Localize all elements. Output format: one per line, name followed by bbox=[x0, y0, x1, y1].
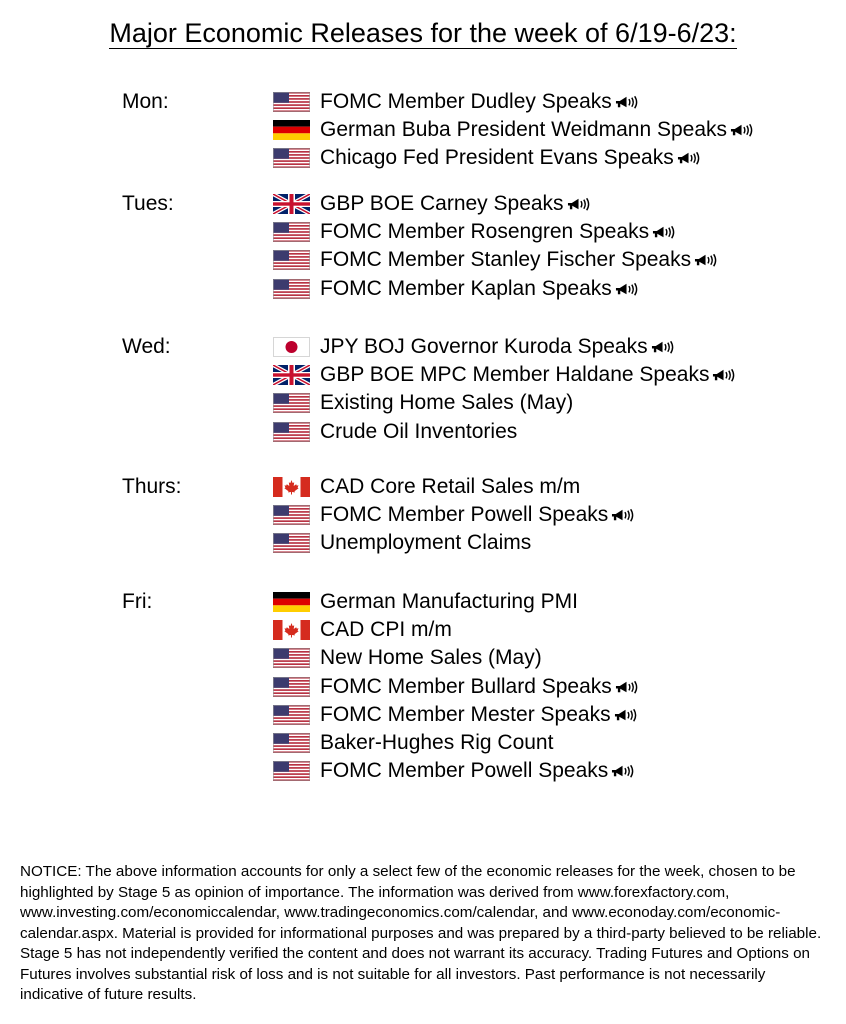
speaker-icon bbox=[567, 196, 591, 212]
event-row bbox=[273, 729, 553, 757]
event-row bbox=[273, 757, 635, 785]
event-row bbox=[273, 701, 638, 729]
event-title: CAD Core Retail Sales m/m bbox=[320, 475, 581, 498]
event-title: Baker-Hughes Rig Count bbox=[320, 731, 554, 754]
us-flag-icon bbox=[273, 222, 310, 242]
event-row bbox=[273, 88, 639, 116]
event-title: Existing Home Sales (May) bbox=[320, 391, 574, 415]
day-label: Thurs: bbox=[122, 475, 182, 498]
us-flag-icon bbox=[273, 92, 310, 112]
speaker-icon bbox=[652, 224, 676, 240]
event-row bbox=[273, 529, 531, 557]
us-flag-icon bbox=[273, 505, 310, 525]
us-flag-icon bbox=[273, 677, 310, 697]
event-title: JPY BOJ Governor Kuroda Speaks bbox=[320, 335, 648, 358]
speaker-icon bbox=[611, 507, 635, 523]
uk-flag-icon bbox=[273, 194, 310, 214]
speaker-icon bbox=[694, 252, 718, 268]
event-row bbox=[273, 275, 639, 303]
us-flag-icon bbox=[273, 761, 310, 781]
event-row bbox=[273, 389, 573, 417]
day-label: Fri: bbox=[122, 590, 153, 613]
event-row bbox=[273, 190, 591, 218]
event-title: FOMC Member Mester Speaks bbox=[320, 702, 611, 726]
event-title: Crude Oil Inventories bbox=[320, 419, 518, 443]
day-label: Tues: bbox=[122, 192, 174, 215]
day-label: Wed: bbox=[122, 335, 171, 358]
speaker-icon bbox=[677, 150, 701, 166]
event-row bbox=[273, 116, 754, 144]
event-title: FOMC Member Powell Speaks bbox=[320, 503, 609, 527]
us-flag-icon bbox=[273, 648, 310, 668]
event-title: FOMC Member Stanley Fischer Speaks bbox=[320, 248, 692, 272]
us-flag-icon bbox=[273, 533, 310, 553]
event-title: FOMC Member Kaplan Speaks bbox=[320, 276, 612, 300]
us-flag-icon bbox=[273, 422, 310, 442]
germany-flag-icon bbox=[273, 592, 310, 612]
event-row bbox=[273, 218, 676, 246]
us-flag-icon bbox=[273, 250, 310, 270]
speaker-icon bbox=[614, 707, 638, 723]
event-title: German Buba President Weidmann Speaks bbox=[320, 118, 727, 142]
event-row bbox=[273, 616, 452, 644]
event-title: GBP BOE MPC Member Haldane Speaks bbox=[320, 363, 710, 387]
event-title: New Home Sales (May) bbox=[320, 646, 542, 670]
page-title bbox=[0, 16, 846, 50]
speaker-icon bbox=[615, 679, 639, 695]
event-row bbox=[273, 588, 578, 616]
event-row bbox=[273, 361, 736, 389]
event-title: FOMC Member Dudley Speaks bbox=[320, 90, 612, 113]
notice-disclaimer: NOTICE: The above information accounts for only a select few of the economic releases for the week, chosen to be highlighted by Stage 5 as opinion of importance. The information was derived from www.forexfactory.com, www.investing.com/economiccalendar, www.tradingeconomics.com/calendar, and www.econoday.com/economic-calendar.aspx. Material is provided for informational purposes and was prepared by a third-party believed to be reliable. Stage 5 has not independently verified the content and does not warrant its accuracy. Trading Futures and Options on Futures involves substantial risk of loss and is not suitable for all investors. Past performance is not necessarily indicative of future results. bbox=[20, 863, 822, 1003]
page-title-text: Major Economic Releases for the week of 6/19-6/23: bbox=[109, 18, 737, 48]
event-row bbox=[273, 144, 701, 172]
us-flag-icon bbox=[273, 733, 310, 753]
day-label: Mon: bbox=[122, 90, 169, 113]
japan-flag-icon bbox=[273, 337, 310, 357]
event-title: FOMC Member Rosengren Speaks bbox=[320, 220, 650, 244]
canada-flag-icon bbox=[273, 477, 310, 497]
germany-flag-icon bbox=[273, 120, 310, 140]
us-flag-icon bbox=[273, 279, 310, 299]
speaker-icon bbox=[611, 763, 635, 779]
event-title: FOMC Member Bullard Speaks bbox=[320, 674, 612, 698]
event-row bbox=[273, 246, 718, 274]
event-row bbox=[273, 644, 542, 672]
us-flag-icon bbox=[273, 148, 310, 168]
speaker-icon bbox=[712, 367, 736, 383]
event-title: FOMC Member Powell Speaks bbox=[320, 759, 609, 783]
canada-flag-icon bbox=[273, 620, 310, 640]
us-flag-icon bbox=[273, 393, 310, 413]
speaker-icon bbox=[615, 94, 639, 110]
event-title: Chicago Fed President Evans Speaks bbox=[320, 146, 674, 170]
event-title: CAD CPI m/m bbox=[320, 618, 452, 642]
event-row bbox=[273, 418, 517, 446]
speaker-icon bbox=[615, 281, 639, 297]
speaker-icon bbox=[730, 122, 754, 138]
event-row bbox=[273, 673, 639, 701]
event-title: GBP BOE Carney Speaks bbox=[320, 192, 564, 215]
event-title: German Manufacturing PMI bbox=[320, 590, 578, 613]
uk-flag-icon bbox=[273, 365, 310, 385]
event-row bbox=[273, 501, 635, 529]
us-flag-icon bbox=[273, 705, 310, 725]
event-title: Unemployment Claims bbox=[320, 531, 532, 555]
event-row bbox=[273, 473, 580, 501]
speaker-icon bbox=[651, 339, 675, 355]
event-row bbox=[273, 333, 675, 361]
